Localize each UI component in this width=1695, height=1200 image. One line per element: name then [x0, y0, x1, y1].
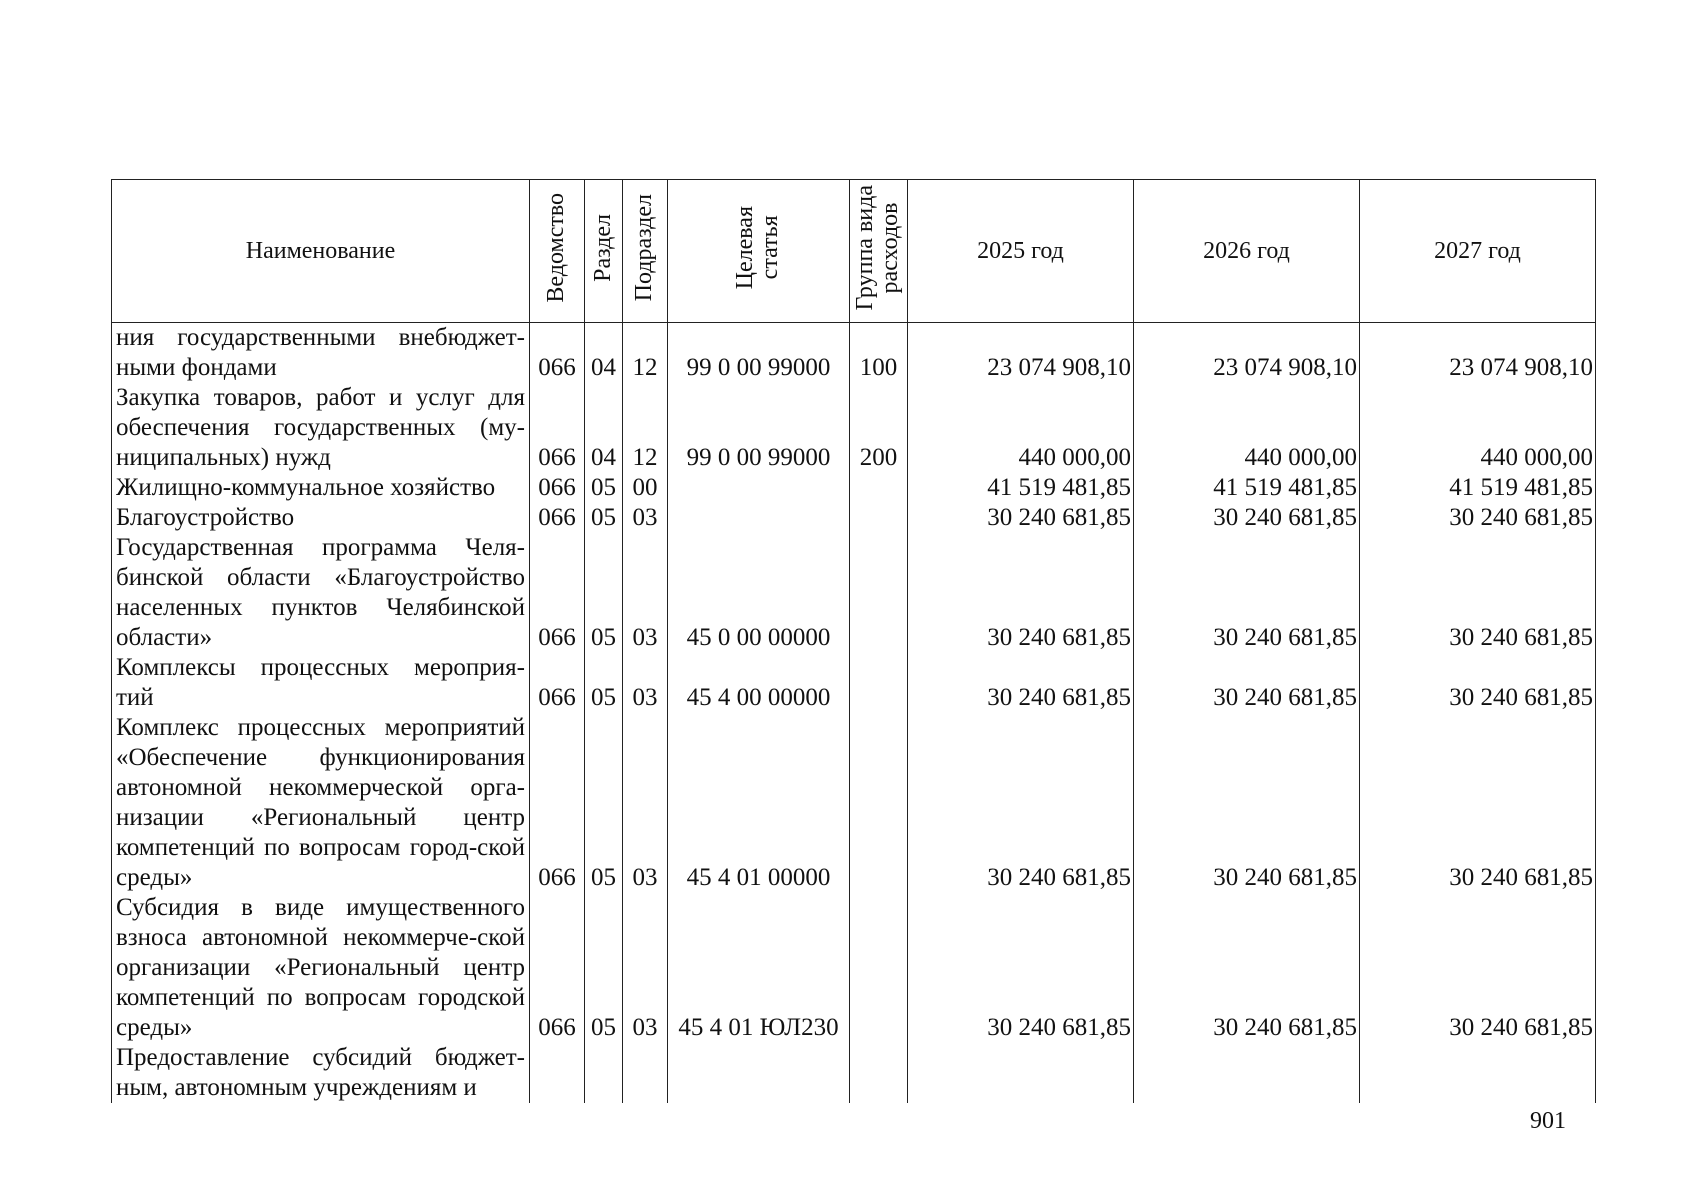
- table-row: [112, 533, 1596, 653]
- row-ved: 066: [530, 503, 585, 533]
- row-podrazdel: 03: [623, 893, 668, 1043]
- row-podrazdel: 03: [623, 653, 668, 713]
- row-2025: 30 240 681,85: [908, 503, 1134, 533]
- row-2026: 30 240 681,85: [1134, 893, 1360, 1043]
- row-2027: 30 240 681,85: [1360, 503, 1596, 533]
- row-ved: 066: [530, 533, 585, 653]
- header-ved: [530, 180, 585, 323]
- header-razdel: [585, 180, 623, 323]
- row-2026: 30 240 681,85: [1134, 503, 1360, 533]
- row-razdel: 05: [585, 503, 623, 533]
- header-group-line1: Группа вида: [852, 184, 879, 311]
- row-name: Предоставление субсидий бюджет-ным, автономным учреждениям и: [112, 1043, 530, 1103]
- row-2027: 23 074 908,10: [1360, 323, 1596, 384]
- row-target: 45 4 01 ЮЛ230: [668, 893, 850, 1043]
- row-target: [668, 503, 850, 533]
- row-ved: 066: [530, 713, 585, 893]
- table-row: [112, 653, 1596, 713]
- row-2025: 23 074 908,10: [908, 323, 1134, 384]
- row-podrazdel: 12: [623, 383, 668, 473]
- table-row: [112, 323, 1596, 384]
- header-podrazdel: [623, 180, 668, 323]
- row-2027: 30 240 681,85: [1360, 533, 1596, 653]
- row-name: Благоустройство: [112, 503, 530, 533]
- table-row: [112, 1043, 1596, 1103]
- row-ved: [530, 1043, 585, 1103]
- row-2027: 30 240 681,85: [1360, 893, 1596, 1043]
- row-2026: 30 240 681,85: [1134, 713, 1360, 893]
- row-ved: 066: [530, 653, 585, 713]
- row-razdel: 05: [585, 533, 623, 653]
- row-podrazdel: 00: [623, 473, 668, 503]
- row-group: [850, 1043, 908, 1103]
- row-group: [850, 533, 908, 653]
- row-name: Жилищно-коммунальное хозяйство: [112, 473, 530, 503]
- table-row: [112, 503, 1596, 533]
- row-2026: 440 000,00: [1134, 383, 1360, 473]
- row-ved: 066: [530, 323, 585, 384]
- row-2027: 30 240 681,85: [1360, 713, 1596, 893]
- row-podrazdel: 03: [623, 713, 668, 893]
- budget-table: [111, 179, 1596, 1103]
- row-name: Закупка товаров, работ и услуг для обеспечения государственных (му-ниципальных) нужд: [112, 383, 530, 473]
- row-2026: 41 519 481,85: [1134, 473, 1360, 503]
- row-ved: 066: [530, 383, 585, 473]
- row-razdel: 04: [585, 323, 623, 384]
- header-2025-label: 2025 год: [977, 237, 1064, 264]
- row-2025: 30 240 681,85: [908, 533, 1134, 653]
- table-row: [112, 473, 1596, 503]
- row-name: Субсидия в виде имущественного взноса автономной некоммерче-ской организации «Региональный центр компетенций по вопросам городской среды»: [112, 893, 530, 1043]
- row-name: Государственная программа Челя-бинской области «Благоустройство населенных пунктов Челябинской области»: [112, 533, 530, 653]
- row-group: [850, 713, 908, 893]
- header-group-label: [853, 185, 903, 310]
- row-2025: 440 000,00: [908, 383, 1134, 473]
- header-group-line2: расходов: [877, 202, 904, 293]
- budget-sheet: [111, 179, 1595, 1110]
- table-header-row: [112, 180, 1596, 323]
- row-target: 45 4 00 00000: [668, 653, 850, 713]
- header-name: [112, 180, 530, 323]
- row-group: 200: [850, 383, 908, 473]
- header-2027-label: 2027 год: [1434, 237, 1521, 264]
- header-ved-label: Ведомство: [543, 192, 570, 303]
- header-2026-label: 2026 год: [1203, 237, 1290, 264]
- row-name: Комплексы процессных мероприя-тий: [112, 653, 530, 713]
- row-target: 99 0 00 99000: [668, 323, 850, 384]
- header-podrazdel-label: Подраздел: [631, 193, 658, 302]
- header-2027: [1360, 180, 1596, 323]
- row-2025: 30 240 681,85: [908, 893, 1134, 1043]
- row-2025: 30 240 681,85: [908, 653, 1134, 713]
- row-name: Комплекс процессных мероприятий «Обеспечение функционирования автономной некоммерческой орга-низации «Региональный центр компетенций по вопросам город-ской среды»: [112, 713, 530, 893]
- header-target: [668, 180, 850, 323]
- row-2026: [1134, 1043, 1360, 1103]
- row-name: ния государственными внебюджет-ными фондами: [112, 323, 530, 384]
- row-group: [850, 473, 908, 503]
- header-target-line2: статья: [757, 215, 784, 280]
- row-2027: 30 240 681,85: [1360, 653, 1596, 713]
- row-ved: 066: [530, 473, 585, 503]
- row-2027: 440 000,00: [1360, 383, 1596, 473]
- header-2025: [908, 180, 1134, 323]
- row-2025: [908, 1043, 1134, 1103]
- row-razdel: 05: [585, 893, 623, 1043]
- row-group: [850, 653, 908, 713]
- row-2027: 41 519 481,85: [1360, 473, 1596, 503]
- row-ved: 066: [530, 893, 585, 1043]
- row-2026: 30 240 681,85: [1134, 653, 1360, 713]
- row-razdel: 05: [585, 473, 623, 503]
- row-2027: [1360, 1043, 1596, 1103]
- row-target: [668, 1043, 850, 1103]
- row-target: 45 0 00 00000: [668, 533, 850, 653]
- row-podrazdel: 12: [623, 323, 668, 384]
- row-target: 99 0 00 99000: [668, 383, 850, 473]
- row-podrazdel: [623, 1043, 668, 1103]
- row-razdel: [585, 1043, 623, 1103]
- row-2026: 30 240 681,85: [1134, 533, 1360, 653]
- row-2026: 23 074 908,10: [1134, 323, 1360, 384]
- header-razdel-label: Раздел: [589, 213, 616, 282]
- row-2025: 41 519 481,85: [908, 473, 1134, 503]
- row-target: 45 4 01 00000: [668, 713, 850, 893]
- row-podrazdel: 03: [623, 503, 668, 533]
- header-target-line1: Целевая: [732, 205, 759, 290]
- row-2025: 30 240 681,85: [908, 713, 1134, 893]
- page-number: 901: [1530, 1108, 1566, 1134]
- row-group: 100: [850, 323, 908, 384]
- table-row: [112, 383, 1596, 473]
- row-razdel: 04: [585, 383, 623, 473]
- table-row: [112, 893, 1596, 1043]
- row-podrazdel: 03: [623, 533, 668, 653]
- row-group: [850, 893, 908, 1043]
- header-2026: [1134, 180, 1360, 323]
- header-group: [850, 180, 908, 323]
- header-target-label: [733, 206, 783, 289]
- row-target: [668, 473, 850, 503]
- header-name-label: Наименование: [245, 237, 396, 264]
- row-razdel: 05: [585, 713, 623, 893]
- row-group: [850, 503, 908, 533]
- table-row: [112, 713, 1596, 893]
- row-razdel: 05: [585, 653, 623, 713]
